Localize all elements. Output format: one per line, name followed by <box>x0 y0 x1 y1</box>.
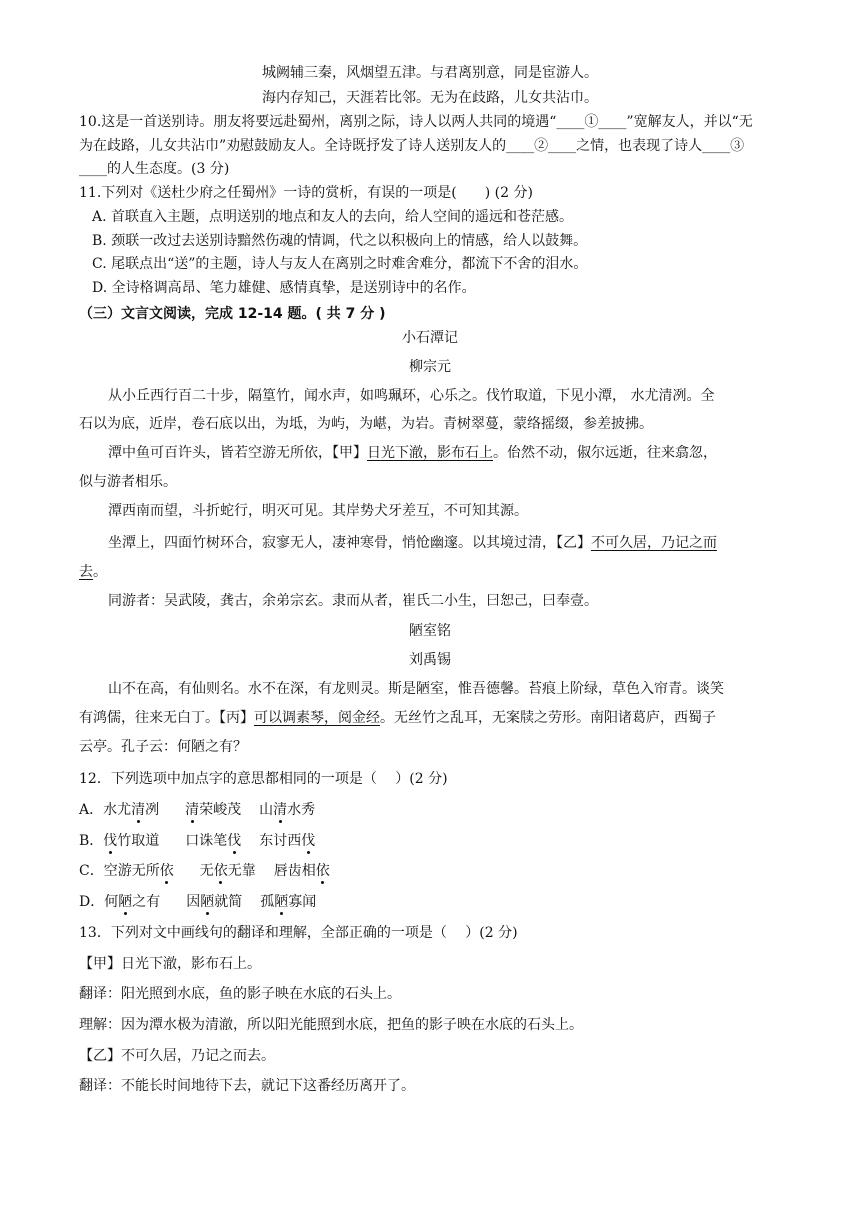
text-1-para-1-line-2: 石以为底，近岸，卷石底以出，为坻，为屿，为嵁，为岩。青树翠蔓，蒙络摇缀，参差披拂。 <box>79 416 653 432</box>
option-word: 因陋就简 <box>186 894 243 910</box>
dotted-character: 陋 <box>118 894 133 910</box>
text-2-line-2: 有鸿儒，往来无白丁。【丙】可以调素琴，阅金经。无丝竹之乱耳，无案牍之劳形。南阳诸葛庐，西蜀子 <box>79 710 716 726</box>
question-10-line-1: 10.这是一首送别诗。朋友将要远赴蜀州，离别之际，诗人以两人共同的境遇“____①____”宽解友人，并以“无 <box>79 114 753 130</box>
text-1-para-2-line-2: 似与游者相乐。 <box>79 474 177 490</box>
dotted-character: 清 <box>131 802 146 818</box>
text-1-para-5: 同游者：吴武陵，龚古，余弟宗玄。隶而从者，崔氏二小生，曰恕己，曰奉壹。 <box>108 593 598 609</box>
dotted-character: 清 <box>273 802 288 818</box>
option-word: 何陋之有 <box>104 894 161 910</box>
text-1-para-4-line-2: 去。 <box>79 564 107 580</box>
question-13-jia: 【甲】日光下澈，影布石上。 <box>79 956 261 972</box>
option-word: 无依无靠 <box>199 863 256 879</box>
dotted-character: 伐 <box>227 833 242 849</box>
text-1-para-3: 潭西南而望，斗折蛇行，明灭可见。其岸势犬牙差互，不可知其源。 <box>108 503 528 519</box>
underlined-sentence-yi-end: 去 <box>79 564 93 580</box>
dotted-character: 伐 <box>301 833 316 849</box>
question-12-option-c: C．空游无所依 无依无靠 唇齿相依 <box>79 863 330 879</box>
poem-line-1: 城阙辅三秦，风烟望五津。与君离别意，同是宦游人。 <box>262 65 598 81</box>
question-10-line-2: 为在歧路，儿女共沾巾”劝慰鼓励友人。全诗既抒发了诗人送别友人的____②____之情，也表现了诗人____③ <box>79 138 745 154</box>
text-1-para-2-line-1: 潭中鱼可百许头，皆若空游无所依，【甲】日光下澈，影布石上。佁然不动，俶尔远逝，往来翕忽， <box>108 445 717 461</box>
question-11-option-c: C. 尾联点出“送”的主题，诗人与友人在离别之时难舍难分，都流下不舍的泪水。 <box>92 256 588 272</box>
text-1-author: 柳宗元 <box>409 359 451 375</box>
dotted-character: 陋 <box>274 894 289 910</box>
text-1-para-1-line-1: 从小丘西行百二十步，隔篁竹，闻水声，如鸣珮环，心乐之。伐竹取道，下见小潭， 水尤清冽。全 <box>108 388 715 404</box>
option-word: 东讨西伐 <box>259 833 316 849</box>
underlined-sentence-bing: 可以调素琴，阅金经 <box>254 710 380 726</box>
question-11-option-b: B. 颈联一改过去送别诗黯然伤魂的情调，代之以积极向上的情感，给人以鼓舞。 <box>92 233 588 249</box>
question-12-option-d: D．何陋之有 因陋就简 孤陋寡闻 <box>79 894 317 910</box>
option-word: 山清水秀 <box>259 802 316 818</box>
text-2-title: 陋室铭 <box>409 623 451 639</box>
text-1-title: 小石潭记 <box>402 330 458 346</box>
question-12-option-a: A．水尤清冽 清荣峻茂 山清水秀 <box>79 802 316 818</box>
text-2-author: 刘禹锡 <box>409 652 451 668</box>
question-13-yi-translation: 翻译：不能长时间地待下去，就记下这番经历离开了。 <box>79 1078 415 1094</box>
question-13-jia-translation: 翻译：阳光照到水底，鱼的影子映在水底的石头上。 <box>79 986 401 1002</box>
underlined-sentence-yi: 不可久居，乃记之而 <box>591 535 717 551</box>
question-13-jia-understanding: 理解：因为潭水极为清澈，所以阳光能照到水底，把鱼的影子映在水底的石头上。 <box>79 1017 583 1033</box>
section-3-heading: （三）文言文阅读，完成 12-14 题。( 共 7 分 ) <box>79 306 386 322</box>
option-word: 孤陋寡闻 <box>260 894 317 910</box>
question-13-stem: 13．下列对文中画线句的翻译和理解，全部正确的一项是（ ）(2 分) <box>79 925 518 941</box>
option-word: 水尤清冽 <box>103 802 160 818</box>
dotted-character: 依 <box>315 863 330 879</box>
question-13-yi: 【乙】不可久居，乃记之而去。 <box>79 1048 275 1064</box>
poem-line-2: 海内存知己，天涯若比邻。无为在歧路，儿女共沾巾。 <box>262 90 598 106</box>
option-word: 空游无所依 <box>103 863 174 879</box>
option-word: 伐竹取道 <box>103 833 160 849</box>
question-12-stem: 12．下列选项中加点字的意思都相同的一项是（ ）(2 分) <box>79 771 448 787</box>
option-word: 唇齿相依 <box>273 863 330 879</box>
dotted-character: 依 <box>213 863 228 879</box>
dotted-character: 依 <box>159 863 174 879</box>
dotted-character: 清 <box>185 802 200 818</box>
dotted-character: 伐 <box>103 833 118 849</box>
question-11-option-a: A. 首联直入主题，点明送别的地点和友人的去向，给人空间的遥远和苍茫感。 <box>92 209 574 225</box>
question-12-option-b: B．伐竹取道 口诛笔伐 东讨西伐 <box>79 833 316 849</box>
text-2-line-3: 云亭。孔子云：何陋之有？ <box>79 739 247 755</box>
question-11-option-d: D. 全诗格调高昂、笔力雄健、感情真挚，是送别诗中的名作。 <box>92 280 476 296</box>
question-11-stem: 11.下列对《送杜少府之任蜀州》一诗的赏析，有误的一项是( ) (2 分) <box>79 185 533 201</box>
underlined-sentence-jia: 日光下澈，影布石上 <box>367 445 493 461</box>
text-1-para-4-line-1: 坐潭上，四面竹树环合，寂寥无人，凄神寒骨，悄怆幽邃。以其境过清，【乙】不可久居，乃记之而 <box>108 535 717 551</box>
dotted-character: 陋 <box>200 894 215 910</box>
question-10-line-3: ____的人生态度。(3 分) <box>79 161 230 177</box>
option-word: 口诛笔伐 <box>185 833 242 849</box>
text-2-line-1: 山不在高，有仙则名。水不在深，有龙则灵。斯是陋室，惟吾德馨。苔痕上阶绿，草色入帘青。谈笑 <box>108 681 724 697</box>
option-word: 清荣峻茂 <box>185 802 242 818</box>
